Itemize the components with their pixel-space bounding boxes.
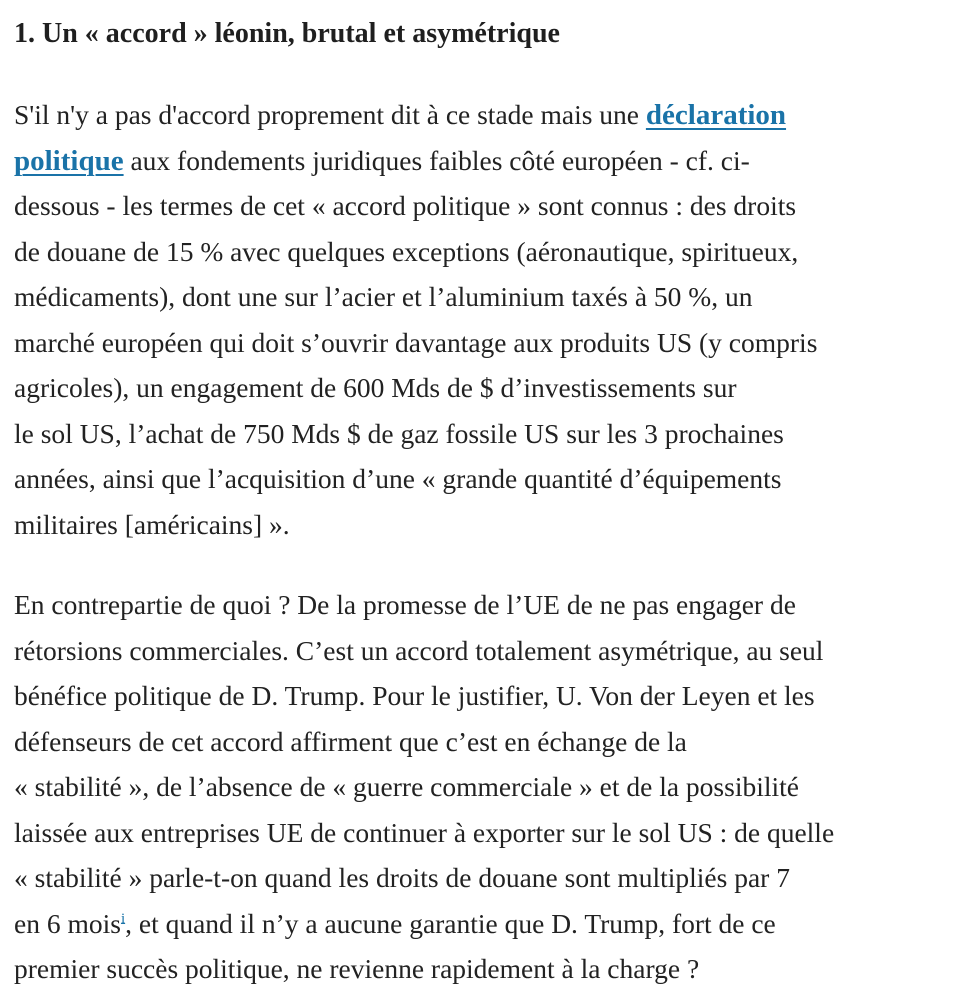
text-line — [14, 92, 949, 138]
text-line: premier succès politique, ne revienne rapidement à la charge ? — [14, 953, 700, 984]
text-segment: aux fondements juridiques faibles côté européen - cf. ci- — [123, 144, 750, 176]
text-line: « stabilité » parle-t-on quand les droits de douane sont multipliés par 7 — [14, 862, 790, 893]
text-line: médicaments), dont une sur l’acier et l’aluminium taxés à 50 %, un — [14, 281, 753, 312]
text-line: dessous - les termes de cet « accord politique » sont connus : des droits — [14, 190, 797, 221]
text-line: marché européen qui doit s’ouvrir davantage aux produits US (y compris — [14, 326, 818, 358]
text-line: laissée aux entreprises UE de continuer à exporter sur le sol US : de quelle — [14, 816, 835, 848]
paragraph-counterpart — [14, 582, 949, 992]
text-line: bénéfice politique de D. Trump. Pour le justifier, U. Von der Leyen et les — [14, 680, 815, 711]
declaration-politique-link[interactable]: déclaration — [645, 99, 787, 131]
text-line: défenseurs de cet accord affirment que c’est en échange de la — [14, 725, 687, 757]
paragraph-terms — [14, 92, 949, 547]
text-line: « stabilité », de l’absence de « guerre commerciale » et de la possibilité — [14, 771, 799, 802]
text-segment: en 6 mois — [14, 907, 121, 939]
text-line: de douane de 15 % avec quelques exceptions (aéronautique, spiritueux, — [14, 235, 799, 267]
text-line: rétorsions commerciales. C’est un accord totalement asymétrique, au seul — [14, 634, 824, 666]
footnote-reference-link[interactable]: i — [120, 910, 126, 927]
text-line: le sol US, l’achat de 750 Mds $ de gaz fossile US sur les 3 prochaines — [14, 417, 784, 449]
declaration-politique-link-continued[interactable]: politique — [14, 144, 124, 177]
text-segment: , et quand il n’y a aucune garantie que D. Trump, fort de ce — [125, 907, 776, 939]
text-line: agricoles), un engagement de 600 Mds de $ d’investissements sur — [14, 372, 737, 403]
text-segment: S'il n'y a pas d'accord proprement dit à ce stade mais une — [14, 99, 646, 130]
text-line — [14, 901, 949, 947]
text-line: militaires [américains] ». — [14, 508, 290, 540]
text-line — [14, 138, 949, 184]
text-line: En contrepartie de quoi ? De la promesse de l’UE de ne pas engager de — [14, 589, 796, 620]
section-heading: 1. Un « accord » léonin, brutal et asymétrique — [14, 18, 560, 49]
text-line: années, ainsi que l’acquisition d’une « grande quantité d’équipements — [14, 463, 782, 494]
